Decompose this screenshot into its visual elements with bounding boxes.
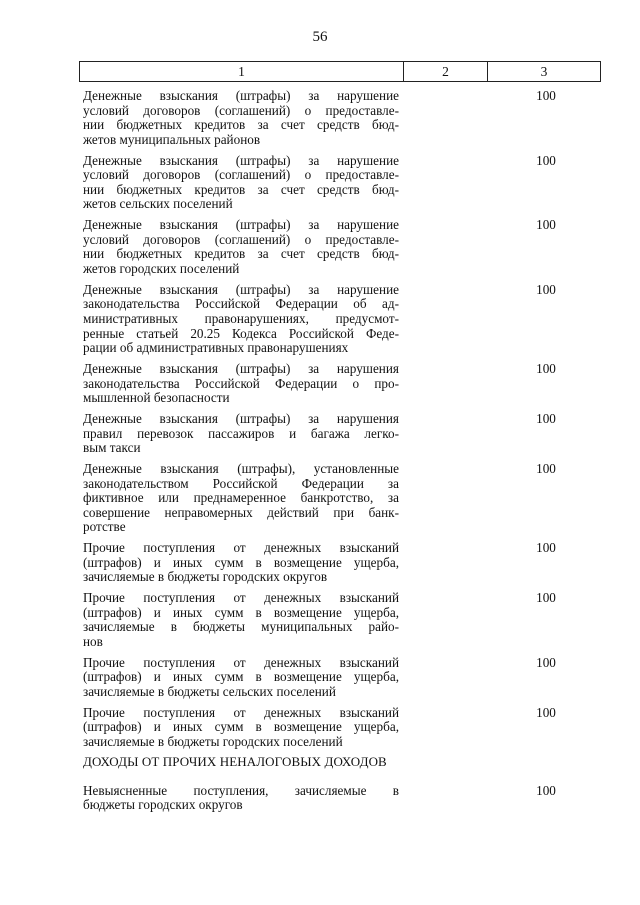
table-row-name-line: Денежные взыскания (штрафы) за нарушение	[83, 88, 399, 103]
table-row-name-line: (штрафов) и иных сумм в возмещение ущерба,	[83, 669, 399, 685]
table-row-name-line: законодательства Российской Федерации о про-	[83, 375, 399, 391]
table-row-name-line: законодательства Российской Федерации об ад-	[83, 296, 399, 312]
table-row-value: 100	[536, 281, 556, 297]
table-row-value: 100	[536, 361, 556, 376]
table-row-name-line: вым такси	[83, 440, 141, 456]
table-row-name	[83, 218, 399, 276]
table-row-name-line: Денежные взыскания (штрафы) за нарушение	[83, 217, 399, 233]
table-row-name-line: нии бюджетных кредитов за счет средств бюд-	[83, 117, 399, 133]
table-row-name-line: нов	[83, 633, 103, 649]
table-row-value: 100	[536, 217, 556, 233]
table-row-name-line: Прочие поступления от денежных взысканий	[83, 590, 399, 606]
table-row-name-line: условий договоров (соглашений) о предоставле-	[83, 102, 399, 118]
table-row-name-line: Денежные взыскания (штрафы) за нарушения	[83, 411, 399, 426]
table-row-value: 100	[536, 704, 556, 720]
table-header-col-2: 2	[404, 62, 488, 81]
table-row-name-line: Денежные взыскания (штрафы) за нарушение	[83, 281, 399, 297]
table-row-name-line: условий договоров (соглашений) о предоставле-	[83, 167, 399, 183]
table-row-name-line: министративных правонарушениях, предусмот-	[83, 310, 399, 326]
table-header-row	[79, 61, 601, 82]
table-row-value: 100	[536, 590, 556, 606]
table-row-name-line: (штрафов) и иных сумм в возмещение ущерба,	[83, 554, 399, 570]
table-row-name-line: жетов городских поселений	[83, 260, 240, 276]
table-row-name-line: (штрафов) и иных сумм в возмещение ущерба,	[83, 604, 399, 620]
table-row-name-line: мышленной безопасности	[83, 390, 230, 406]
table-row-name-line: зачисляемые в бюджеты городских округов	[83, 569, 328, 585]
table-row-name-line: правил перевозок пассажиров и багажа легко-	[83, 425, 399, 441]
table-row-name	[83, 591, 399, 649]
table-row-value: 100	[536, 654, 556, 670]
table-row-name	[83, 362, 399, 406]
table-row-value: 100	[536, 782, 556, 798]
table-row-name	[83, 784, 399, 813]
table-row-name-line: (штрафов) и иных сумм в возмещение ущерба,	[83, 719, 399, 735]
table-row-name	[83, 541, 399, 585]
table-row-name	[83, 154, 399, 212]
table-row-name-line: рации об административных правонарушениях	[83, 340, 349, 356]
section-heading: ДОХОДЫ ОТ ПРОЧИХ НЕНАЛОГОВЫХ ДОХОДОВ	[83, 753, 387, 769]
table-row-name-line: Невыясненные поступления, зачисляемые в	[83, 782, 399, 798]
table-row-name-line: нии бюджетных кредитов за счет средств бюд-	[83, 181, 399, 197]
table-row-name-line: нии бюджетных кредитов за счет средств бюд-	[83, 246, 399, 262]
table-row-name-line: законодательством Российской Федерации за	[83, 475, 399, 491]
table-row-name-line: условий договоров (соглашений) о предоставле-	[83, 231, 399, 247]
table-row-name-line: ренные статьей 20.25 Кодекса Российской Феде-	[83, 325, 399, 341]
table-row-value: 100	[536, 461, 556, 476]
table-row-name-line: ротстве	[83, 519, 126, 535]
table-header-col-3: 3	[540, 63, 548, 79]
table-row-name-line: Прочие поступления от денежных взысканий	[83, 540, 399, 556]
table-row-value: 100	[536, 411, 556, 426]
table-row-name-line: совершение неправомерных действий при банк-	[83, 504, 399, 520]
table-row-name-line: Денежные взыскания (штрафы) за нарушения	[83, 361, 399, 376]
table-row-name	[83, 412, 399, 456]
table-row-name-line: зачисляемые в бюджеты сельских поселений	[83, 683, 336, 699]
page-number: 56	[312, 29, 328, 45]
table-row-name-line: жетов сельских поселений	[83, 196, 233, 212]
table-row-name	[83, 706, 399, 750]
table-row-value: 100	[536, 152, 556, 168]
table-header-col-1: 1	[80, 62, 404, 81]
table-row-name	[83, 283, 399, 356]
table-row-name	[83, 462, 399, 535]
table-row-name	[83, 89, 399, 147]
table-row-name-line: зачисляемые в бюджеты муниципальных райо-	[83, 619, 399, 635]
table-row-name	[83, 656, 399, 700]
table-row-name-line: Прочие поступления от денежных взысканий	[83, 654, 399, 670]
table-row-name-line: Денежные взыскания (штрафы), установленные	[83, 461, 399, 476]
table-row-name-line: жетов муниципальных районов	[83, 131, 261, 147]
table-row-value: 100	[536, 540, 556, 556]
table-row-name-line: Прочие поступления от денежных взысканий	[83, 704, 399, 720]
table-row-name-line: зачисляемые в бюджеты городских поселений	[83, 733, 343, 749]
table-row-name-line: Денежные взыскания (штрафы) за нарушение	[83, 152, 399, 168]
table-row-name-line: фиктивное или преднамеренное банкротство, за	[83, 490, 399, 506]
table-row-name-line: бюджеты городских округов	[83, 797, 243, 813]
table-row-value: 100	[536, 88, 556, 103]
